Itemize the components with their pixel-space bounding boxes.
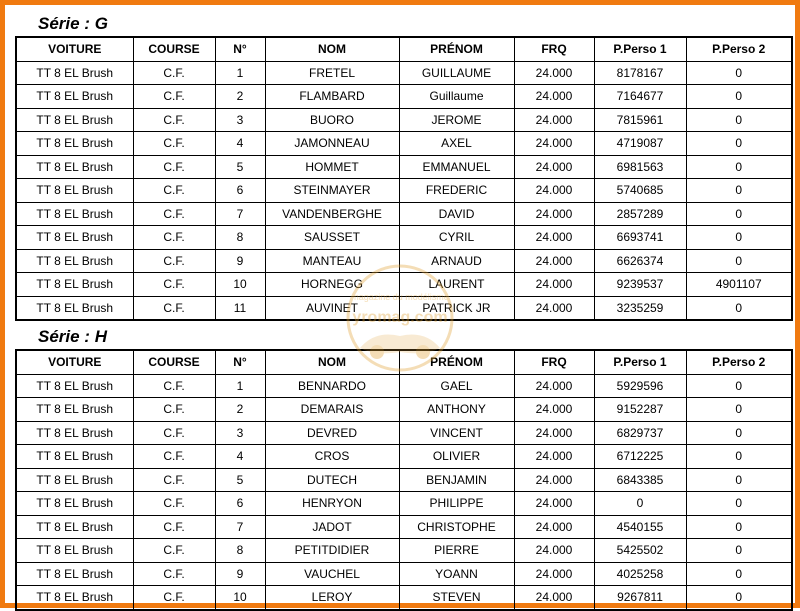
cell-perso1: 6693741 — [594, 226, 686, 250]
cell-numero: 5 — [215, 155, 265, 179]
cell-numero: 11 — [215, 296, 265, 320]
cell-prenom: EMMANUEL — [399, 155, 514, 179]
cell-numero: 2 — [215, 398, 265, 422]
cell-numero: 8 — [215, 226, 265, 250]
cell-frq: 24.000 — [514, 539, 594, 563]
cell-nom: DEVRED — [265, 421, 399, 445]
cell-perso1: 9239537 — [594, 273, 686, 297]
cell-course: C.F. — [133, 155, 215, 179]
cell-perso2: 4901107 — [686, 273, 792, 297]
cell-voiture: TT 8 EL Brush — [16, 226, 133, 250]
cell-perso1: 0 — [594, 492, 686, 516]
table-row — [16, 296, 792, 320]
cell-prenom: PIERRE — [399, 539, 514, 563]
cell-frq: 24.000 — [514, 421, 594, 445]
cell-perso1: 3235259 — [594, 296, 686, 320]
cell-frq: 24.000 — [514, 85, 594, 109]
series-table-g — [15, 36, 793, 321]
cell-voiture: TT 8 EL Brush — [16, 132, 133, 156]
cell-prenom: STEVEN — [399, 586, 514, 610]
cell-nom: CROS — [265, 445, 399, 469]
cell-perso1: 4025258 — [594, 562, 686, 586]
cell-frq: 24.000 — [514, 155, 594, 179]
cell-course: C.F. — [133, 374, 215, 398]
cell-frq: 24.000 — [514, 468, 594, 492]
cell-voiture: TT 8 EL Brush — [16, 492, 133, 516]
table-row — [16, 61, 792, 85]
cell-perso2: 0 — [686, 202, 792, 226]
cell-frq: 24.000 — [514, 515, 594, 539]
cell-perso1: 4719087 — [594, 132, 686, 156]
cell-numero: 1 — [215, 374, 265, 398]
cell-perso2: 0 — [686, 515, 792, 539]
cell-prenom: DAVID — [399, 202, 514, 226]
cell-perso2: 0 — [686, 586, 792, 610]
cell-perso2: 0 — [686, 108, 792, 132]
cell-numero: 6 — [215, 492, 265, 516]
col-header-frq: FRQ — [514, 350, 594, 374]
cell-prenom: CYRIL — [399, 226, 514, 250]
table-row — [16, 226, 792, 250]
cell-frq: 24.000 — [514, 273, 594, 297]
cell-prenom: Guillaume — [399, 85, 514, 109]
cell-voiture: TT 8 EL Brush — [16, 273, 133, 297]
cell-perso1: 9267811 — [594, 586, 686, 610]
cell-frq: 24.000 — [514, 445, 594, 469]
cell-nom: BENNARDO — [265, 374, 399, 398]
cell-prenom: YOANN — [399, 562, 514, 586]
cell-perso1: 5425502 — [594, 539, 686, 563]
cell-frq: 24.000 — [514, 132, 594, 156]
cell-voiture: TT 8 EL Brush — [16, 249, 133, 273]
cell-nom: FLAMBARD — [265, 85, 399, 109]
cell-frq: 24.000 — [514, 398, 594, 422]
cell-perso2: 0 — [686, 61, 792, 85]
cell-course: C.F. — [133, 108, 215, 132]
cell-voiture: TT 8 EL Brush — [16, 155, 133, 179]
cell-course: C.F. — [133, 296, 215, 320]
col-header-nom: NOM — [265, 37, 399, 61]
cell-voiture: TT 8 EL Brush — [16, 179, 133, 203]
cell-nom: HORNEGG — [265, 273, 399, 297]
cell-perso1: 2857289 — [594, 202, 686, 226]
cell-course: C.F. — [133, 586, 215, 610]
cell-numero: 7 — [215, 202, 265, 226]
cell-numero: 9 — [215, 249, 265, 273]
cell-course: C.F. — [133, 398, 215, 422]
col-header-course: COURSE — [133, 37, 215, 61]
cell-perso1: 7164677 — [594, 85, 686, 109]
cell-frq: 24.000 — [514, 374, 594, 398]
table-row — [16, 108, 792, 132]
header-row — [16, 37, 792, 61]
cell-voiture: TT 8 EL Brush — [16, 421, 133, 445]
col-header-voiture: VOITURE — [16, 350, 133, 374]
cell-perso1: 4540155 — [594, 515, 686, 539]
col-header-voiture: VOITURE — [16, 37, 133, 61]
cell-voiture: TT 8 EL Brush — [16, 296, 133, 320]
cell-perso1: 6843385 — [594, 468, 686, 492]
watermark-text: yromag.com — [352, 309, 448, 326]
cell-nom: LEROY — [265, 586, 399, 610]
cell-numero: 10 — [215, 586, 265, 610]
col-header-nom: NOM — [265, 350, 399, 374]
cell-nom: MANTEAU — [265, 249, 399, 273]
cell-voiture: TT 8 EL Brush — [16, 374, 133, 398]
table-row — [16, 539, 792, 563]
cell-nom: DUTECH — [265, 468, 399, 492]
cell-perso1: 5740685 — [594, 179, 686, 203]
cell-nom: DEMARAIS — [265, 398, 399, 422]
col-header-perso2: P.Perso 2 — [686, 37, 792, 61]
cell-perso2: 0 — [686, 562, 792, 586]
table-row — [16, 445, 792, 469]
cell-course: C.F. — [133, 562, 215, 586]
cell-voiture: TT 8 EL Brush — [16, 445, 133, 469]
cell-prenom: GUILLAUME — [399, 61, 514, 85]
table-row — [16, 249, 792, 273]
cell-nom: HENRYON — [265, 492, 399, 516]
cell-nom: AUVINET — [265, 296, 399, 320]
cell-prenom: AXEL — [399, 132, 514, 156]
cell-nom: HOMMET — [265, 155, 399, 179]
cell-prenom: ANTHONY — [399, 398, 514, 422]
cell-frq: 24.000 — [514, 202, 594, 226]
cell-course: C.F. — [133, 132, 215, 156]
cell-course: C.F. — [133, 468, 215, 492]
cell-course: C.F. — [133, 202, 215, 226]
cell-prenom: LAURENT — [399, 273, 514, 297]
cell-numero: 8 — [215, 539, 265, 563]
cell-numero: 1 — [215, 61, 265, 85]
cell-frq: 24.000 — [514, 226, 594, 250]
cell-numero: 7 — [215, 515, 265, 539]
cell-perso2: 0 — [686, 179, 792, 203]
table-row — [16, 202, 792, 226]
cell-course: C.F. — [133, 226, 215, 250]
col-header-numero: N° — [215, 350, 265, 374]
cell-course: C.F. — [133, 273, 215, 297]
cell-voiture: TT 8 EL Brush — [16, 202, 133, 226]
table-row — [16, 273, 792, 297]
cell-perso2: 0 — [686, 296, 792, 320]
series-table-h — [15, 349, 793, 611]
table-row — [16, 421, 792, 445]
col-header-perso2: P.Perso 2 — [686, 350, 792, 374]
watermark-tagline: magazine du modélisme — [351, 292, 449, 302]
table-row — [16, 492, 792, 516]
cell-perso2: 0 — [686, 398, 792, 422]
cell-voiture: TT 8 EL Brush — [16, 108, 133, 132]
col-header-course: COURSE — [133, 350, 215, 374]
cell-perso2: 0 — [686, 132, 792, 156]
cell-voiture: TT 8 EL Brush — [16, 85, 133, 109]
cell-frq: 24.000 — [514, 108, 594, 132]
cell-perso2: 0 — [686, 468, 792, 492]
cell-prenom: PHILIPPE — [399, 492, 514, 516]
cell-course: C.F. — [133, 515, 215, 539]
col-header-prenom: PRÉNOM — [399, 350, 514, 374]
cell-voiture: TT 8 EL Brush — [16, 586, 133, 610]
cell-perso2: 0 — [686, 445, 792, 469]
col-header-perso1: P.Perso 1 — [594, 37, 686, 61]
series-title-h: Série : H — [38, 327, 107, 346]
cell-numero: 10 — [215, 273, 265, 297]
cell-perso1: 5929596 — [594, 374, 686, 398]
cell-numero: 2 — [215, 85, 265, 109]
cell-frq: 24.000 — [514, 179, 594, 203]
cell-nom: VANDENBERGHE — [265, 202, 399, 226]
cell-nom: STEINMAYER — [265, 179, 399, 203]
cell-prenom: BENJAMIN — [399, 468, 514, 492]
cell-perso2: 0 — [686, 421, 792, 445]
cell-frq: 24.000 — [514, 249, 594, 273]
cell-prenom: FREDERIC — [399, 179, 514, 203]
content-area — [15, 12, 791, 611]
cell-nom: BUORO — [265, 108, 399, 132]
cell-course: C.F. — [133, 445, 215, 469]
cell-perso2: 0 — [686, 374, 792, 398]
cell-perso2: 0 — [686, 226, 792, 250]
cell-frq: 24.000 — [514, 586, 594, 610]
cell-frq: 24.000 — [514, 296, 594, 320]
table-row — [16, 562, 792, 586]
cell-perso2: 0 — [686, 155, 792, 179]
cell-numero: 6 — [215, 179, 265, 203]
table-row — [16, 132, 792, 156]
cell-numero: 3 — [215, 108, 265, 132]
cell-perso1: 6626374 — [594, 249, 686, 273]
series-title-g: Série : G — [38, 14, 108, 33]
table-row — [16, 85, 792, 109]
col-header-perso1: P.Perso 1 — [594, 350, 686, 374]
cell-nom: PETITDIDIER — [265, 539, 399, 563]
cell-nom: JAMONNEAU — [265, 132, 399, 156]
cell-voiture: TT 8 EL Brush — [16, 539, 133, 563]
cell-perso1: 8178167 — [594, 61, 686, 85]
cell-prenom: PATRICK JR — [399, 296, 514, 320]
cell-voiture: TT 8 EL Brush — [16, 61, 133, 85]
table-row — [16, 374, 792, 398]
header-row — [16, 350, 792, 374]
cell-numero: 5 — [215, 468, 265, 492]
cell-voiture: TT 8 EL Brush — [16, 398, 133, 422]
table-row — [16, 515, 792, 539]
cell-perso2: 0 — [686, 492, 792, 516]
cell-nom: SAUSSET — [265, 226, 399, 250]
col-header-numero: N° — [215, 37, 265, 61]
cell-course: C.F. — [133, 249, 215, 273]
cell-numero: 4 — [215, 132, 265, 156]
cell-nom: JADOT — [265, 515, 399, 539]
table-row — [16, 586, 792, 610]
cell-prenom: JEROME — [399, 108, 514, 132]
cell-perso2: 0 — [686, 249, 792, 273]
cell-perso1: 6981563 — [594, 155, 686, 179]
cell-prenom: VINCENT — [399, 421, 514, 445]
cell-voiture: TT 8 EL Brush — [16, 515, 133, 539]
cell-course: C.F. — [133, 421, 215, 445]
cell-prenom: ARNAUD — [399, 249, 514, 273]
cell-prenom: GAEL — [399, 374, 514, 398]
cell-perso2: 0 — [686, 85, 792, 109]
cell-perso1: 9152287 — [594, 398, 686, 422]
cell-frq: 24.000 — [514, 492, 594, 516]
cell-course: C.F. — [133, 61, 215, 85]
cell-perso1: 7815961 — [594, 108, 686, 132]
cell-course: C.F. — [133, 539, 215, 563]
table-row — [16, 179, 792, 203]
col-header-prenom: PRÉNOM — [399, 37, 514, 61]
table-row — [16, 398, 792, 422]
cell-nom: FRETEL — [265, 61, 399, 85]
cell-perso1: 6712225 — [594, 445, 686, 469]
cell-numero: 9 — [215, 562, 265, 586]
col-header-frq: FRQ — [514, 37, 594, 61]
cell-prenom: CHRISTOPHE — [399, 515, 514, 539]
cell-course: C.F. — [133, 85, 215, 109]
cell-course: C.F. — [133, 492, 215, 516]
cell-perso1: 6829737 — [594, 421, 686, 445]
cell-voiture: TT 8 EL Brush — [16, 562, 133, 586]
cell-nom: VAUCHEL — [265, 562, 399, 586]
table-row — [16, 468, 792, 492]
cell-prenom: OLIVIER — [399, 445, 514, 469]
cell-perso2: 0 — [686, 539, 792, 563]
cell-course: C.F. — [133, 179, 215, 203]
cell-frq: 24.000 — [514, 61, 594, 85]
cell-frq: 24.000 — [514, 562, 594, 586]
table-row — [16, 155, 792, 179]
cell-numero: 4 — [215, 445, 265, 469]
cell-voiture: TT 8 EL Brush — [16, 468, 133, 492]
cell-numero: 3 — [215, 421, 265, 445]
